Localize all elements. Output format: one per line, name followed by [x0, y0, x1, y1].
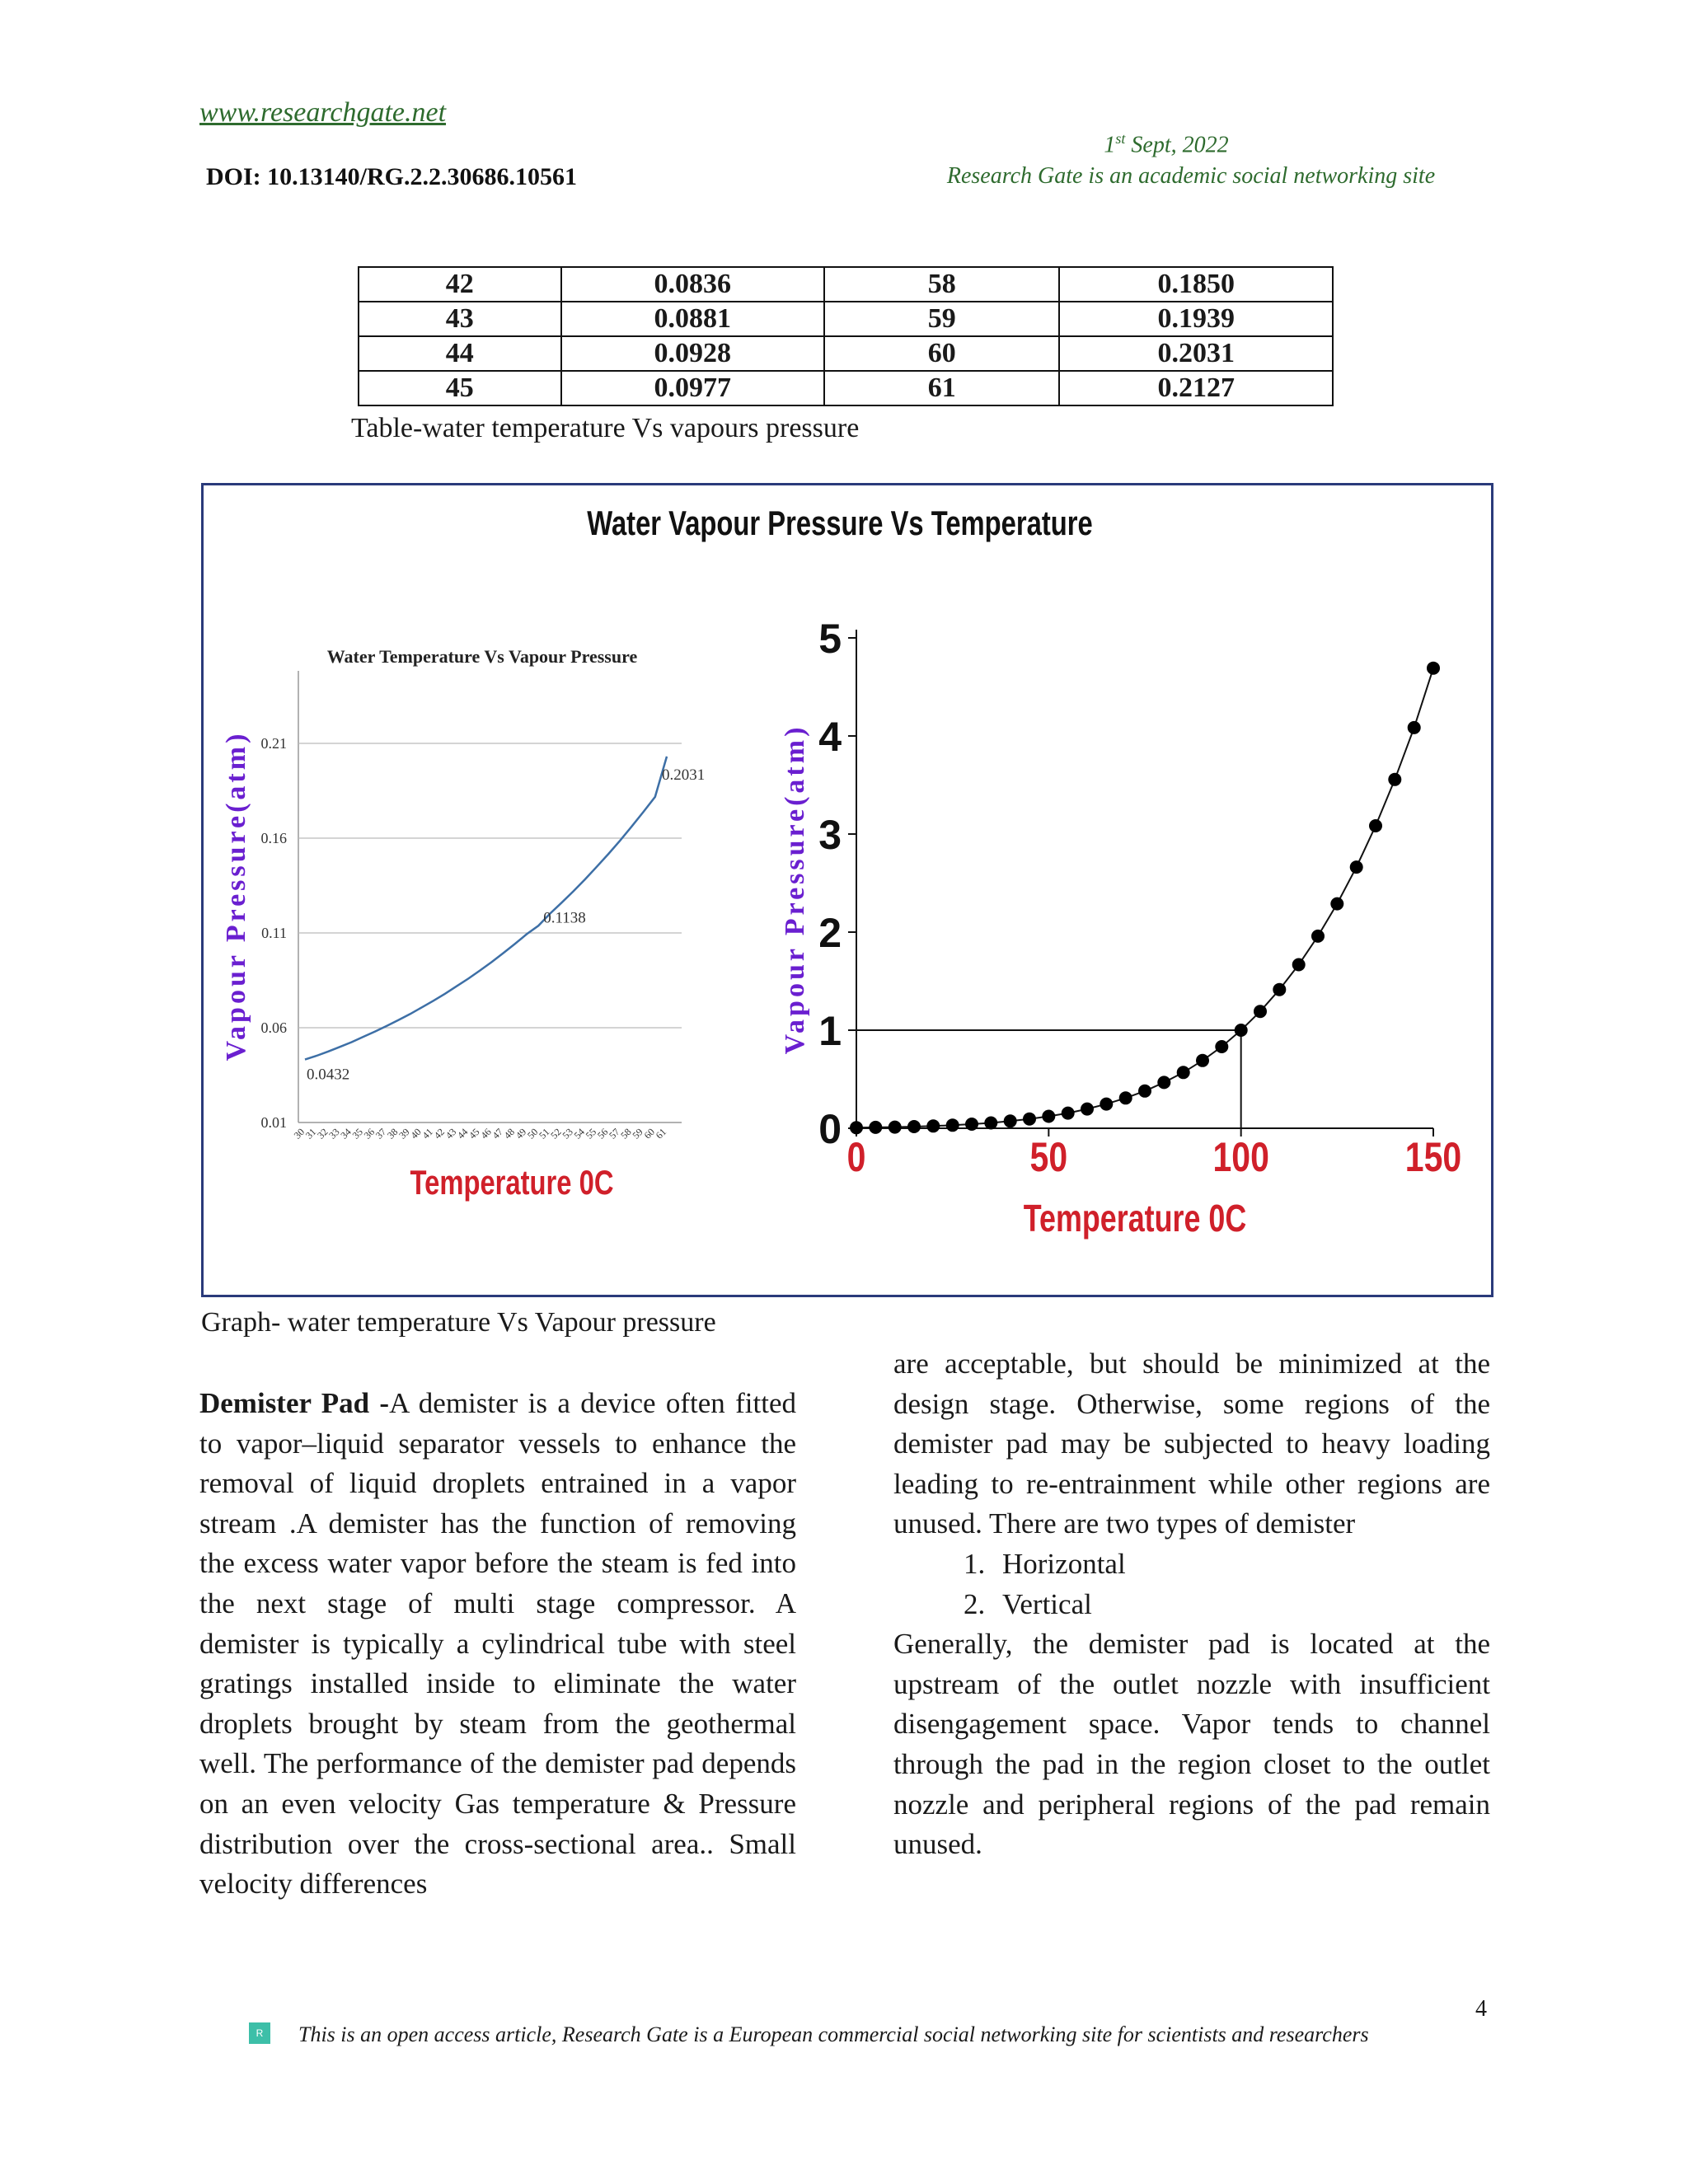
chart-a-x-tick-label: 42 [431, 1126, 448, 1141]
chart-b-x-tick-label: 150 [1404, 1134, 1462, 1180]
table-cell: 0.0928 [561, 336, 825, 371]
date-day: 1 [1104, 132, 1116, 158]
chart-a-x-tick-label: 40 [408, 1126, 424, 1141]
chart-b-data-point [1157, 1076, 1170, 1089]
chart-water-temp-vs-pressure [221, 646, 705, 1202]
chart-b-data-point [1004, 1114, 1017, 1127]
chart-b-data-point [1235, 1024, 1248, 1037]
chart-a-x-tick-label: 56 [594, 1126, 611, 1141]
chart-a-y-tick-label: 0.06 [260, 1019, 287, 1036]
right-paragraph-1: are acceptable, but should be minimized at the design stage. Otherwise, some regions of the demister pad may be subjected to heavy loading leading to re-entrainment while other regions are unused. There are two types of demister [893, 1347, 1490, 1540]
table-cell: 44 [359, 336, 561, 371]
header-tagline: Research Gate is an academic social networking site [946, 163, 1436, 189]
chart-a-title: Water Temperature Vs Vapour Pressure [326, 646, 638, 667]
publish-date [907, 130, 1426, 158]
chart-a-x-tick-label: 51 [537, 1126, 552, 1141]
table-cell: 43 [359, 302, 561, 336]
site-link[interactable]: www.researchgate.net [199, 97, 447, 128]
chart-a-x-tick-label: 32 [315, 1126, 331, 1141]
chart-a-x-tick-label: 33 [326, 1126, 342, 1141]
chart-a-y-tick-label: 0.11 [261, 925, 287, 941]
table-cell: 45 [359, 371, 561, 405]
table-row [359, 336, 1333, 371]
chart-a-x-tick-label: 48 [501, 1126, 518, 1141]
demister-text: A demister is a device often fitted to vapor–liquid separator vessels to enhance the removal of liquid droplets entrained in a vapor stream .A demister has the function of removing the excess water vapor before the steam is fed into the next stage of multi stage compressor. A demister is typically a cylindrical tube with steel gratings installed inside to eliminate the water droplets brought by steam from the geothermal well. The performance of the demister pad depends on an even velocity Gas temperature & Pressure distribution over the cross-sectional area.. Small velocity differences [199, 1387, 796, 1900]
chart-b-y-tick-label: 1 [818, 1008, 842, 1054]
chart-a-x-tick-label: 41 [420, 1126, 435, 1141]
chart-b-data-point [946, 1118, 959, 1132]
chart-b-data-point [1311, 930, 1325, 943]
chart-a-x-tick-label: 59 [630, 1126, 645, 1141]
date-suffix: st [1115, 130, 1126, 147]
chart-a-data-label: 0.1138 [543, 909, 586, 927]
demister-paragraph [199, 1384, 796, 1905]
chart-b-data-point [1138, 1085, 1151, 1098]
body-left-column [199, 1384, 796, 1905]
chart-a-series-line [305, 757, 667, 1060]
table-cell: 0.1939 [1059, 302, 1333, 336]
demister-heading: Demister Pad - [199, 1387, 390, 1419]
table-cell: 0.0977 [561, 371, 825, 405]
figure-title: Water Vapour Pressure Vs Temperature [587, 504, 1093, 542]
table-cell: 0.1850 [1059, 267, 1333, 302]
chart-a-data-label: 0.0432 [307, 1066, 350, 1084]
table-cell: 61 [824, 371, 1059, 405]
chart-b-y-tick-label: 5 [818, 616, 842, 662]
table-row [359, 267, 1333, 302]
chart-b-data-point [1350, 860, 1363, 874]
doi: DOI: 10.13140/RG.2.2.30686.10561 [206, 163, 577, 190]
table-cell: 58 [824, 267, 1059, 302]
chart-a-y-tick-label: 0.16 [260, 830, 287, 846]
chart-a-x-tick-label: 39 [396, 1126, 412, 1141]
chart-a-data-label: 0.2031 [662, 766, 706, 784]
chart-a-x-tick-label: 35 [349, 1126, 365, 1141]
chart-a-x-tick-label: 38 [385, 1126, 401, 1141]
chart-b-y-tick-label: 0 [818, 1106, 842, 1152]
list-item: 2. Vertical [992, 1585, 1490, 1625]
chart-b-data-point [1388, 773, 1401, 786]
chart-a-y-tick-label: 0.21 [260, 735, 287, 752]
table-cell: 42 [359, 267, 561, 302]
chart-a-x-tick-label: 54 [571, 1126, 587, 1141]
table-cell: 0.0881 [561, 302, 825, 336]
chart-a-x-tick-label: 53 [560, 1126, 575, 1141]
page-number: 4 [1475, 1996, 1487, 2022]
table-cell: 0.2031 [1059, 336, 1333, 371]
date-rest: Sept, 2022 [1125, 132, 1229, 158]
chart-b-data-point [850, 1121, 863, 1134]
chart-a-x-tick-label: 31 [302, 1126, 319, 1141]
table-row [359, 371, 1333, 405]
chart-b-data-point [907, 1120, 921, 1133]
chart-a-x-tick-label: 43 [443, 1126, 459, 1141]
chart-a-x-tick-label: 60 [641, 1126, 657, 1141]
table-row [359, 302, 1333, 336]
chart-a-x-tick-label: 52 [548, 1126, 564, 1141]
table-caption: Table-water temperature Vs vapours pressure [351, 413, 860, 443]
demister-types-list [893, 1544, 1490, 1624]
chart-b-series-line [856, 668, 1433, 1128]
figure-frame [201, 483, 1493, 1297]
chart-b-y-tick-label: 4 [818, 714, 842, 760]
chart-a-x-tick-label: 44 [454, 1126, 471, 1141]
chart-a-x-tick-label: 57 [607, 1126, 622, 1141]
chart-b-data-point [1119, 1091, 1132, 1104]
chart-b-data-point [1023, 1113, 1036, 1126]
chart-a-x-tick-label: 58 [618, 1126, 634, 1141]
chart-b-x-tick-label: 100 [1212, 1134, 1269, 1180]
chart-b-data-point [1254, 1005, 1267, 1018]
chart-b-data-point [965, 1118, 978, 1131]
chart-a-x-tick-label: 61 [653, 1126, 669, 1141]
chart-a-x-tick-label: 37 [373, 1126, 389, 1141]
chart-b-data-point [1062, 1107, 1075, 1120]
chart-b-data-point [889, 1121, 902, 1134]
chart-b-data-point [984, 1117, 997, 1130]
body-right-column [893, 1344, 1490, 1865]
table-cell: 60 [824, 336, 1059, 371]
vapour-pressure-table [358, 266, 1334, 406]
chart-b-data-point [926, 1119, 940, 1132]
chart-a-x-tick-label: 36 [361, 1126, 377, 1141]
chart-b-data-point [1042, 1110, 1055, 1123]
chart-a-x-tick-label: 46 [478, 1126, 494, 1141]
chart-a-x-tick-label: 45 [467, 1126, 482, 1141]
chart-a-y-axis-title: Vapour Pressure(atm) [221, 730, 251, 1062]
chart-vapour-pressure-vs-temperature [780, 616, 1461, 1240]
chart-a-x-tick-label: 47 [490, 1126, 505, 1141]
chart-b-x-axis-title: Temperature 0C [1023, 1197, 1247, 1240]
footer-note: This is an open access article, Research Gate is a European commercial social networking site for scientists and researchers [298, 2022, 1369, 2046]
chart-a-x-tick-label: 30 [291, 1126, 307, 1141]
chart-b-y-axis-title: Vapour Pressure(atm) [780, 724, 810, 1055]
table-cell: 0.0836 [561, 267, 825, 302]
chart-a-x-tick-label: 50 [524, 1126, 541, 1141]
chart-b-data-point [1273, 983, 1286, 996]
chart-b-data-point [1292, 958, 1306, 972]
chart-b-data-point [1100, 1098, 1113, 1111]
chart-b-data-point [1081, 1103, 1094, 1116]
chart-b-data-point [869, 1121, 882, 1134]
chart-b-data-point [1427, 662, 1440, 675]
chart-b-x-tick-label: 0 [846, 1134, 866, 1180]
list-item: 1. Horizontal [992, 1544, 1490, 1585]
right-paragraph-2: Generally, the demister pad is located at the upstream of the outlet nozzle with insufficient disengagement space. Vapor tends to channel through the pad in the region closet to the outlet nozzle and peripheral regions of the pad remain unused. [893, 1628, 1490, 1861]
chart-b-data-point [1177, 1066, 1190, 1079]
table-cell: 59 [824, 302, 1059, 336]
chart-b-data-point [1196, 1054, 1209, 1067]
researchgate-logo-icon: R [249, 2022, 270, 2044]
chart-b-data-point [1369, 819, 1382, 832]
chart-a-x-axis-title: Temperature 0C [410, 1163, 614, 1202]
chart-a-x-tick-label: 55 [583, 1126, 599, 1141]
chart-a-y-tick-label: 0.01 [260, 1114, 287, 1131]
figure-canvas [204, 485, 1496, 1300]
chart-a-x-tick-label: 34 [338, 1126, 354, 1141]
chart-b-data-point [1330, 898, 1343, 911]
chart-b-y-tick-label: 2 [818, 910, 842, 956]
table-cell: 0.2127 [1059, 371, 1333, 405]
chart-b-data-point [1408, 721, 1421, 734]
chart-a-x-tick-label: 49 [513, 1126, 529, 1141]
chart-b-y-tick-label: 3 [818, 812, 842, 858]
chart-b-x-tick-label: 50 [1029, 1134, 1068, 1180]
graph-caption: Graph- water temperature Vs Vapour pressure [201, 1307, 716, 1338]
chart-b-data-point [1215, 1040, 1228, 1053]
